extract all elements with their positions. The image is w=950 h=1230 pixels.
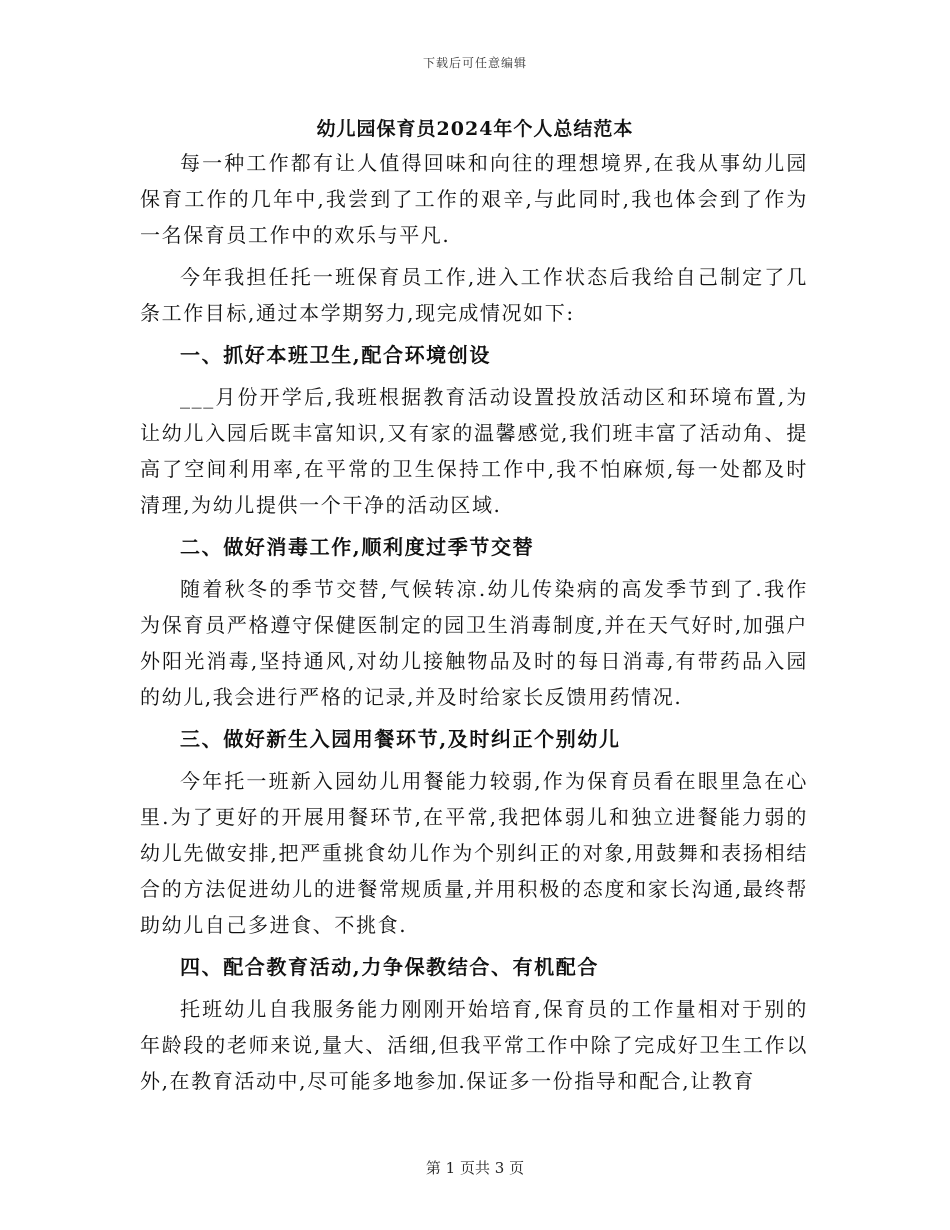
section-4-paragraph: 托班幼儿自我服务能力刚刚开始培育,保育员的工作量相对于别的年龄段的老师来说,量大、活细,但我平常工作中除了完成好卫生工作以外,在教育活动中,尽可能多地参加.保证多一份指导和配合,让教育 xyxy=(140,997,808,1093)
intro-paragraph-2: 今年我担任托一班保育员工作,进入工作状态后我给自己制定了几条工作目标,通过本学期努力,现完成情况如下: xyxy=(140,265,808,325)
section-3-paragraph: 今年托一班新入园幼儿用餐能力较弱,作为保育员看在眼里急在心里.为了更好的开展用餐环节,在平常,我把体弱儿和独立进餐能力弱的幼儿先做安排,把严重挑食幼儿作为个别纠正的对象,用鼓舞和表扬相结合的方法促进幼儿的进餐常规质量,并用积极的态度和家长沟通,最终帮助幼儿自己多进食、不挑食. xyxy=(140,769,808,937)
document-body xyxy=(140,145,808,1105)
section-heading-2: 二、做好消毒工作,顺利度过季节交替 xyxy=(180,535,535,559)
section-2-paragraph: 随着秋冬的季节交替,气候转凉.幼儿传染病的高发季节到了.我作为保育员严格遵守保健医制定的园卫生消毒制度,并在天气好时,加强户外阳光消毒,坚持通风,对幼儿接触物品及时的每日消毒,有带药品入园的幼儿,我会进行严格的记录,并及时给家长反馈用药情况. xyxy=(140,577,808,709)
section-heading-1: 一、抓好本班卫生,配合环境创设 xyxy=(180,343,491,367)
section-1-paragraph: ___月份开学后,我班根据教育活动设置投放活动区和环境布置,为让幼儿入园后既丰富知识,又有家的温馨感觉,我们班丰富了活动角、提高了空间利用率,在平常的卫生保持工作中,我不怕麻烦,每一处都及时清理,为幼儿提供一个干净的活动区域. xyxy=(140,385,808,517)
intro-paragraph-1: 每一种工作都有让人值得回味和向往的理想境界,在我从事幼儿园保育工作的几年中,我尝到了工作的艰辛,与此同时,我也体会到了作为一名保育员工作中的欢乐与平凡. xyxy=(140,151,808,247)
header-note: 下载后可任意编辑 xyxy=(422,56,527,70)
page-number-footer: 第 1 页共 3 页 xyxy=(425,1159,525,1177)
document-title: 幼儿园保育员2024年个人总结范本 xyxy=(316,118,634,140)
section-heading-4: 四、配合教育活动,力争保教结合、有机配合 xyxy=(180,955,599,979)
section-heading-3: 三、做好新生入园用餐环节,及时纠正个别幼儿 xyxy=(180,727,621,751)
